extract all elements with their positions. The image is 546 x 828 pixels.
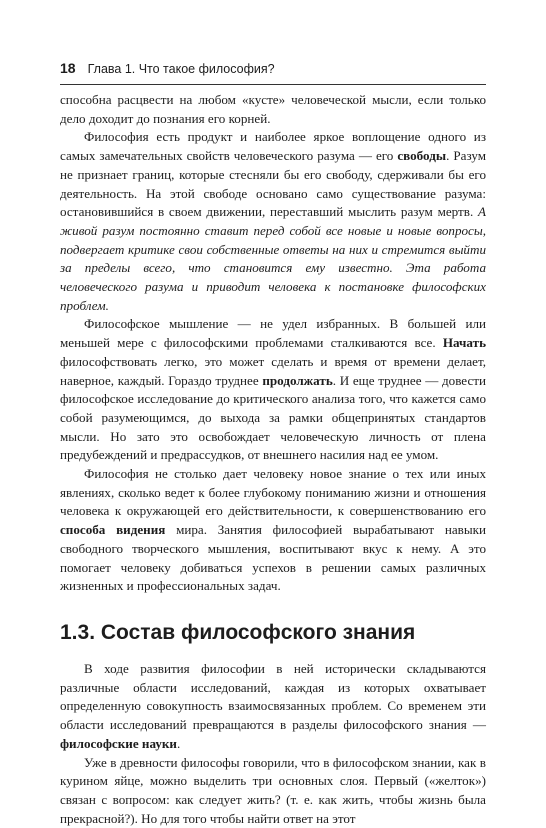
paragraph-egg: Уже в древности философы говорили, что в философском знании, как в курином яйце, можно выделить три основных слоя. Первый («желток») связан с вопросом: как следует жить? (т. е. как жить, чтобы жизнь была прекрасной?). Но для того чтобы найти ответ на этот xyxy=(60,754,486,828)
italic-passage: А живой разум постоянно ставит перед собой все новые и новые вопросы, подвергает критике свои собственные ответы на них и стремится выйти за пределы всего, что становится ему известно. Эта работа человеческого разума и приводит человека к постановке философских проблем. xyxy=(60,204,486,313)
paragraph-areas: В ходе развития философии в ней исторически складываются различные области исследований, каждая из которых охватывает определенную совокупность взаимосвязанных проблем. Со временем эти области исследований превращаются в разделы философского знания — философские науки. xyxy=(60,660,486,754)
running-header xyxy=(60,60,486,76)
term-continue: продолжать xyxy=(262,373,332,388)
running-title: Глава 1. Что такое философия? xyxy=(88,62,275,76)
paragraph-thinking: Философское мышление — не удел избранных. В большей или меньшей мере с философскими проблемами сталкиваются все. Начать философствовать легко, это может сделать и время от времени делает, наверное, каждый. Гораздо труднее продолжать. И еще труднее — довести философское исследование до критического анализа того, что кажется само собой разумеющимся, до выхода за рамки общепринятых стандартов мысли. Но зато это освобождает человеческую личность от плена предубеждений и предрассудков, от внешнего насилия над ее умом. xyxy=(60,315,486,465)
page-body xyxy=(60,91,486,828)
paragraph-freedom: Философия есть продукт и наиболее яркое воплощение одного из самых замечательных свойств человеческого разума — его свободы. Разум не признает границ, которые стесняли бы его свободу, сдерживали бы его деятельность. На этой свободе основано само существование разума: остановившийся в своем движении, переставший мыслить разум мертв. А живой разум постоянно ставит перед собой все новые и новые вопросы, подвергает критике свои собственные ответы на них и стремится выйти за пределы всего, что становится ему известно. Эта работа человеческого разума и приводит человека к постановке философских проблем. xyxy=(60,128,486,315)
paragraph-vision: Философия не столько дает человеку новое знание о тех или иных явлениях, сколько ведет к более глубокому пониманию жизни и отношения человека к окружающей его действительности, к совершенствованию его способа видения мира. Занятия философией вырабатывают навыки свободного творческого мышления, воспитывают вкус к нему. А это помогает человеку добиваться успехов в решении самых различных жизненных и профессиональных задач. xyxy=(60,465,486,596)
term-way-of-seeing: способа видения xyxy=(60,522,165,537)
term-freedom: свободы xyxy=(397,148,446,163)
term-philosophical-sciences: философские науки xyxy=(60,736,177,751)
header-rule xyxy=(60,84,486,85)
section-heading: 1.3. Состав философского знания xyxy=(60,620,486,646)
page-number: 18 xyxy=(60,60,76,76)
paragraph-continued: способна расцвести на любом «кусте» человеческой мысли, если только дело доходит до познания его корней. xyxy=(60,91,486,128)
term-begin: Начать xyxy=(443,335,486,350)
